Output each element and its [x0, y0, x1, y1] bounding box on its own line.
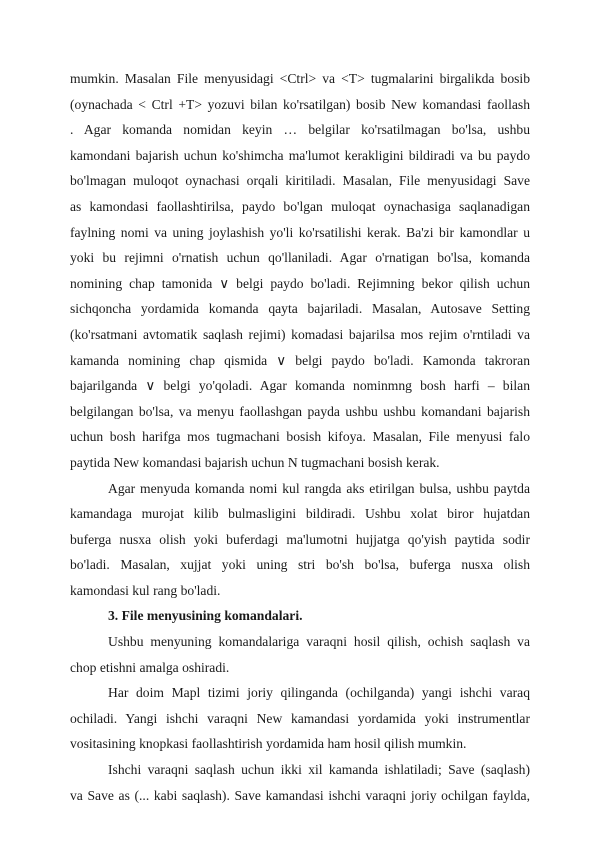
text-line: Agar menyuda komanda nomi kul rangda aks etirilgan bulsa, ushbu paytda — [108, 480, 530, 496]
heading-text: 3. File menyusining komandalari. — [108, 608, 303, 624]
text-line: Ushbu menyuning komandalariga varaqni hosil qilish, ochish saqlash va — [108, 634, 530, 650]
text-line: as kamondasi faollashtirilsa, paydo bo'lgan muloqat oynachasiga saqlanadigan — [70, 198, 530, 214]
text-line: nomining chap tamonida ∨ belgi paydo bo'ladi. Rejimning bekor qilish uchun — [70, 275, 530, 291]
document-body — [70, 66, 530, 808]
text-line: Har doim Mapl tizimi joriy qilinganda (ochilganda) yangi ishchi varaq — [108, 685, 530, 701]
text-line: belgilangan bo'lsa, va menyu faollashgan payda ushbu ushbu komandani bajarish — [70, 403, 530, 419]
text-line: sichqoncha yordamida komanda qayta bajariladi. Masalan, Autosave Setting — [70, 301, 530, 317]
text-line: mumkin. Masalan File menyusidagi <Ctrl> va <T> tugmalarini birgalikda bosib — [70, 71, 530, 86]
text-line: buferga nusxa olish yoki buferdagi ma'lumotni hujjatga qo'yish paytida sodir — [70, 531, 530, 547]
paragraph — [70, 476, 530, 604]
text-line: yoki bu rejimni o'rnatish uchun qo'llaniladi. Agar o'rnatigan bo'lsa, komanda — [70, 250, 530, 266]
paragraph — [70, 629, 530, 680]
paragraph — [70, 680, 530, 757]
text-line: vositasining knopkasi faollashtirish yordamida ham hosil qilish mumkin. — [70, 736, 467, 752]
paragraph — [70, 66, 530, 476]
text-line: kamandaga murojat kilib bulmasligini bildiradi. Ushbu xolat biror hujatdan — [70, 506, 530, 522]
text-line: Ishchi varaqni saqlash uchun ikki xil kamanda ishlatiladi; Save (saqlash) — [108, 762, 530, 778]
paragraph — [70, 757, 530, 808]
text-line: chop etishni amalga oshiradi. — [70, 659, 230, 675]
text-line: uchun bosh harifga mos tugmachani bosish kifoya. Masalan, File menyusi falo — [70, 429, 530, 445]
text-line: (ko'rsatmani avtomatik saqlash rejimi) komadasi bajarilsa mos rejim o'rntiladi va — [70, 326, 530, 342]
text-line: bajarilganda ∨ belgi yo'qoladi. Agar komanda nominmng bosh harfi – bilan — [70, 378, 530, 394]
text-line: va Save as (... kabi saqlash). Save kamandasi ishchi varaqni joriy ochilgan faylda, — [70, 787, 530, 803]
text-line: paytida New komandasi bajarish uchun N tugmachani bosish kerak. — [70, 454, 440, 470]
text-line: faylning nomi va uning joylashish yo'li ko'rsatilishi kerak. Ba'zi bir kamondlar u — [70, 224, 530, 240]
section-heading — [70, 603, 530, 629]
text-line: kamanda nomining chap qismida ∨ belgi paydo bo'ladi. Kamonda takroran — [70, 352, 530, 368]
text-line: kamondasi kul rang bo'ladi. — [70, 582, 221, 598]
text-line: kamondani bajarish uchun ko'shimcha ma'lumot kerakligini bildiradi va bu paydo — [70, 147, 530, 163]
text-line: . Agar komanda nomidan keyin … belgilar ko'rsatilmagan bo'lsa, ushbu — [70, 122, 530, 138]
text-line: bo'lmagan muloqot oynachasi orqali kiritiladi. Masalan, File menyusidagi Save — [70, 173, 530, 189]
text-line: ochiladi. Yangi ishchi varaqni New kamandasi yordamida yoki instrumentlar — [70, 710, 530, 726]
text-line: (oynachada < Ctrl +T> yozuvi bilan ko'rsatilgan) bosib New komandasi faollash — [70, 96, 530, 112]
text-line: bo'ladi. Masalan, xujjat yoki uning stri bo'sh bo'lsa, buferga nusxa olish — [70, 557, 530, 573]
